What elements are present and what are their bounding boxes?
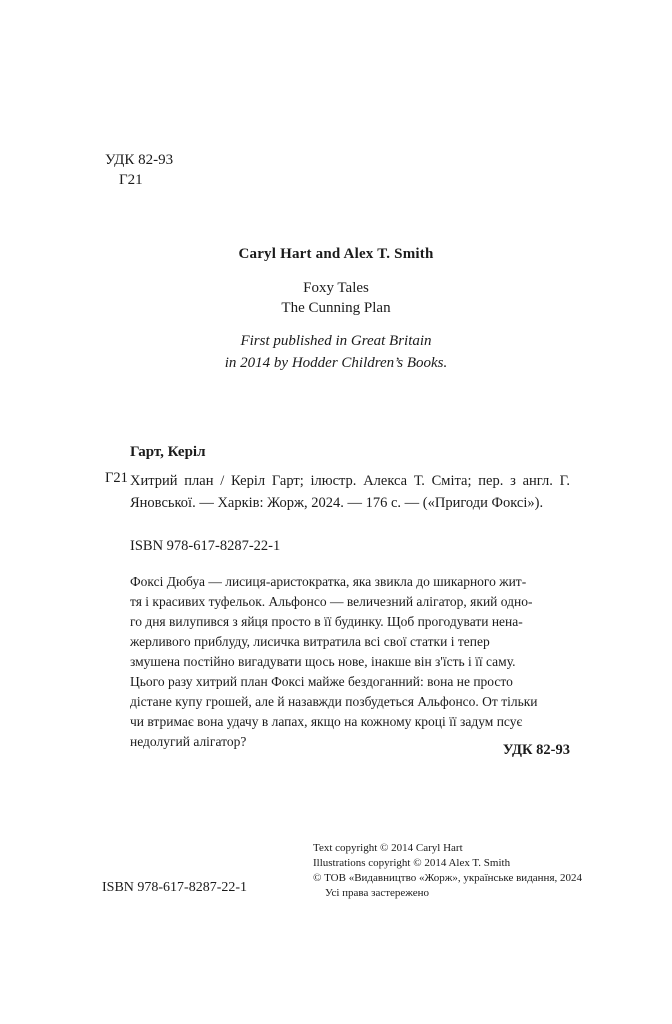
catalog-author-mark: Г21 — [105, 470, 128, 486]
publisher-copyright: © ТОВ «Видавництво «Жорж», українське видання, 2024 — [313, 872, 583, 884]
original-titles — [0, 278, 672, 318]
udk-top-index: УДК 82-93 — [105, 152, 174, 168]
catalog-isbn: ISBN 978-617-8287-22-1 — [130, 538, 281, 554]
annotation-line: жерливого приблуду, лисичка витратила всі свої статки і тепер — [130, 634, 490, 649]
illustrations-copyright: Illustrations copyright © 2014 Alex T. Smith — [313, 857, 511, 869]
original-authors: Caryl Hart and Alex T. Smith — [238, 246, 434, 262]
catalog-description: Хитрий план / Керіл Гарт; ілюстр. Алекса Т. Сміта; пер. з англ. Г. Яновської. — Харків: Жорж, 2024. — 176 с. — («Пригоди Фоксі»). — [130, 473, 570, 511]
first-published-note — [0, 330, 672, 374]
annotation-line: недолугий алігатор? — [130, 734, 247, 749]
annotation-line: Фоксі Дюбуа — лисиця-аристократка, яка звикла до шикарного жит- — [130, 574, 527, 589]
text-copyright: Text copyright © 2014 Caryl Hart — [313, 842, 463, 854]
annotation-line: чи втримає вона удачу в лапах, якщо на кожному кроці її задум псує — [130, 714, 523, 729]
isbn-bottom: ISBN 978-617-8287-22-1 — [102, 880, 248, 895]
catalog-author-heading: Гарт, Керіл — [130, 444, 206, 460]
author-mark-top: Г21 — [119, 172, 143, 188]
udk-right: УДК 82-93 — [502, 742, 570, 758]
annotation — [130, 572, 570, 752]
first-published-line-2: in 2014 by Hodder Children’s Books. — [224, 355, 448, 371]
original-series-title: Foxy Tales — [303, 280, 369, 296]
copyright-block — [313, 841, 582, 901]
original-book-title: The Cunning Plan — [281, 300, 391, 316]
rights-reserved: Усі права застережено — [325, 887, 430, 899]
annotation-line: го дня вилупився з яйця просто в її будинку. Щоб прогодувати нена- — [130, 614, 523, 629]
annotation-line: змушена постійно вигадувати щось нове, інакше він з'їсть і її саму. — [130, 654, 516, 669]
first-published-line-1: First published in Great Britain — [240, 333, 432, 349]
annotation-line: Цього разу хитрий план Фоксі майже бездоганний: вона не просто — [130, 674, 513, 689]
annotation-line: тя і красивих туфельок. Альфонсо — величезний алігатор, який одно- — [130, 594, 533, 609]
annotation-line: дістане купу грошей, але й назавжди позбудеться Альфонсо. От тільки — [130, 694, 538, 709]
udk-top-block — [105, 150, 173, 190]
